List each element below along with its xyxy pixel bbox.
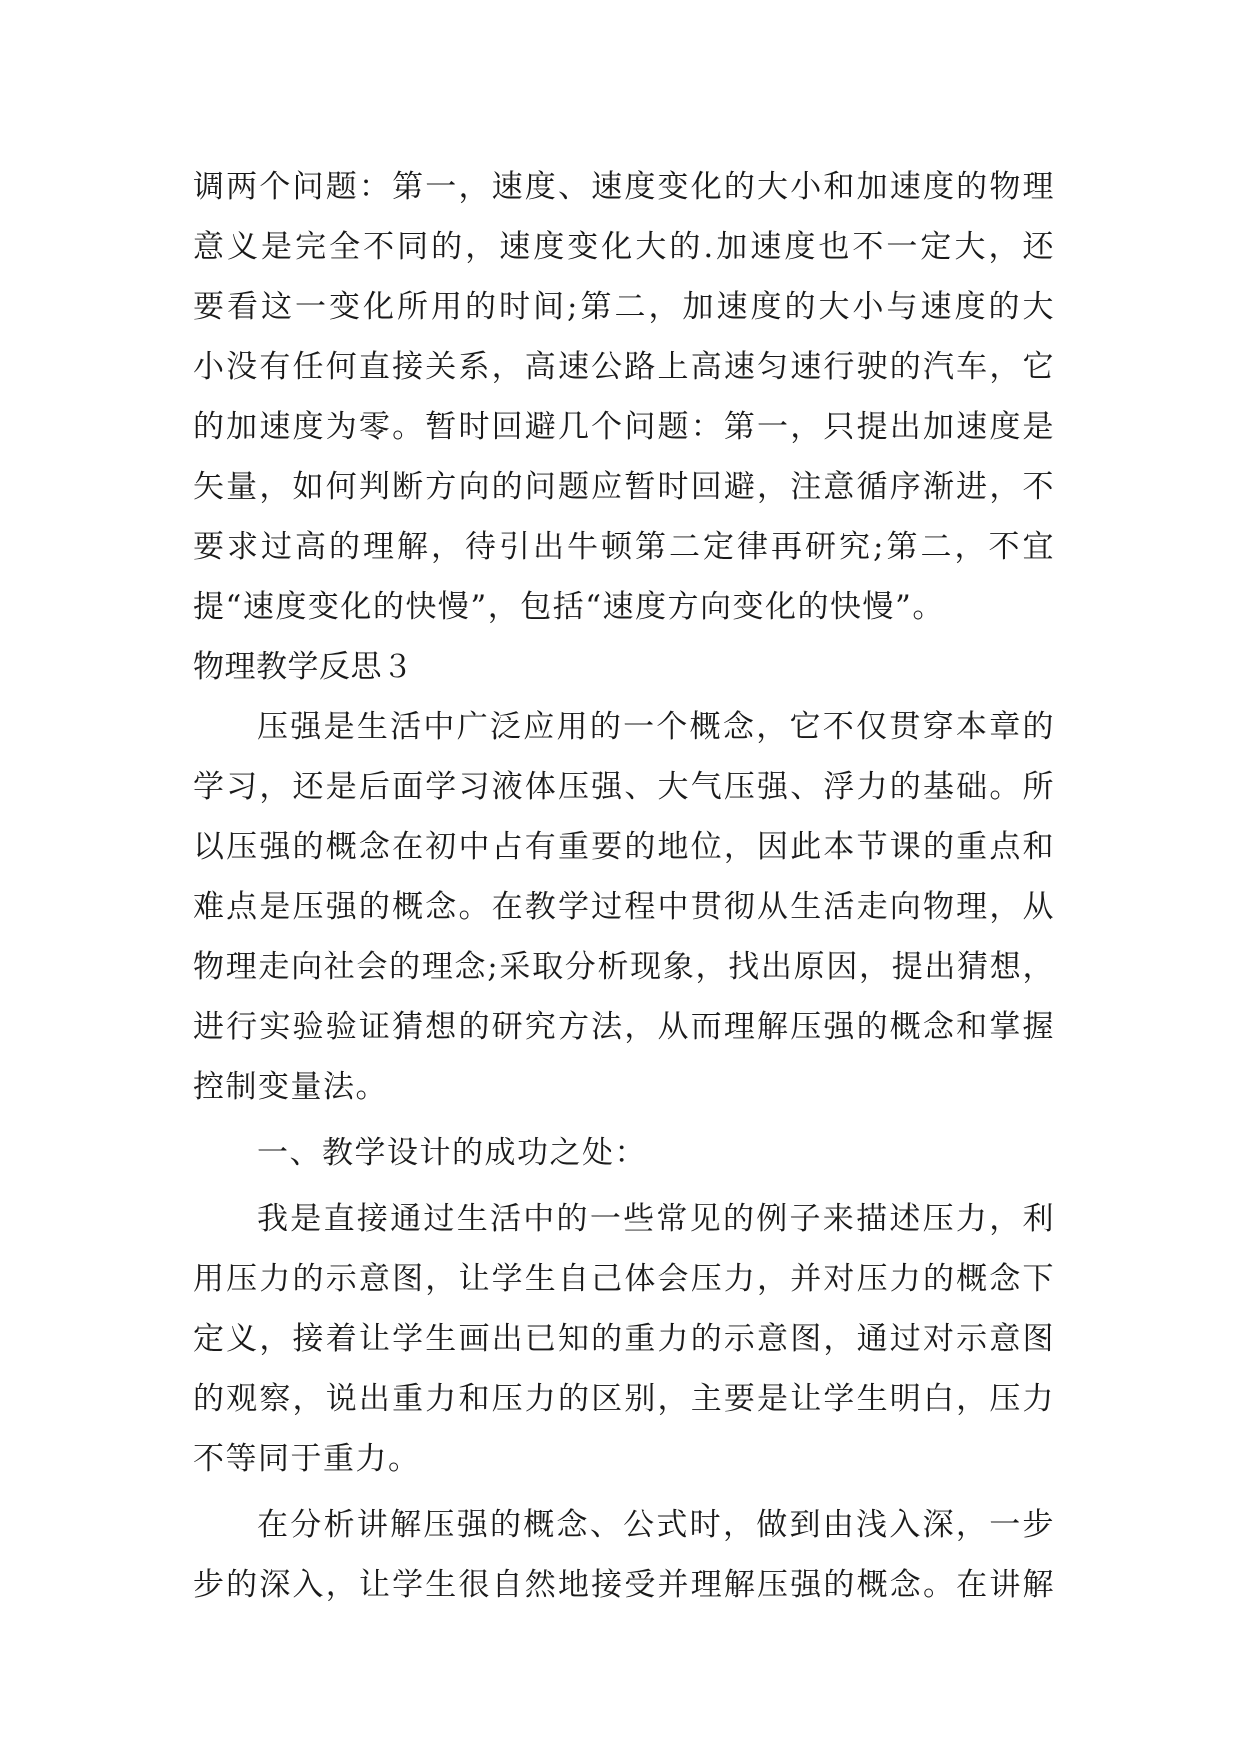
subsection-heading: 一、教学设计的成功之处： bbox=[257, 1135, 647, 1171]
paragraph-pressure-force bbox=[193, 1189, 1055, 1489]
text-line: 小没有任何直接关系，高速公路上高速匀速行驶的汽车，它 bbox=[193, 349, 1055, 385]
text-line: 定义，接着让学生画出已知的重力的示意图，通过对示意图 bbox=[193, 1321, 1055, 1357]
text-line: 控制变量法。 bbox=[193, 1069, 388, 1105]
text-line: 提“速度变化的快慢”，包括“速度方向变化的快慢”。 bbox=[193, 589, 945, 625]
text-line: 不等同于重力。 bbox=[193, 1441, 421, 1477]
paragraph-pressure-formula bbox=[193, 1495, 1055, 1615]
text-line: 要看这一变化所用的时间;第二，加速度的大小与速度的大 bbox=[193, 289, 1055, 325]
text-line: 要求过高的理解，待引出牛顿第二定律再研究;第二，不宜 bbox=[193, 529, 1055, 565]
text-line: 矢量，如何判断方向的问题应暂时回避，注意循序渐进，不 bbox=[193, 469, 1055, 505]
document-page bbox=[193, 157, 1055, 1615]
text-line: 在分析讲解压强的概念、公式时，做到由浅入深，一步 bbox=[257, 1507, 1055, 1543]
text-line: 的观察，说出重力和压力的区别，主要是让学生明白，压力 bbox=[193, 1381, 1055, 1417]
text-line: 难点是压强的概念。在教学过程中贯彻从生活走向物理，从 bbox=[193, 889, 1055, 925]
text-line: 进行实验验证猜想的研究方法，从而理解压强的概念和掌握 bbox=[193, 1009, 1055, 1045]
text-line: 压强是生活中广泛应用的一个概念，它不仅贯穿本章的 bbox=[257, 709, 1055, 745]
text-line: 用压力的示意图，让学生自己体会压力，并对压力的概念下 bbox=[193, 1261, 1055, 1297]
paragraph-acceleration bbox=[193, 157, 1055, 637]
text-line: 我是直接通过生活中的一些常见的例子来描述压力，利 bbox=[257, 1201, 1055, 1237]
text-line: 物理走向社会的理念;采取分析现象，找出原因，提出猜想， bbox=[193, 949, 1055, 985]
text-line: 意义是完全不同的，速度变化大的.加速度也不一定大，还 bbox=[193, 229, 1055, 265]
text-line: 调两个问题：第一，速度、速度变化的大小和加速度的物理 bbox=[193, 169, 1055, 205]
text-line: 以压强的概念在初中占有重要的地位，因此本节课的重点和 bbox=[193, 829, 1055, 865]
section-heading: 物理教学反思３ bbox=[193, 649, 414, 685]
text-line: 的加速度为零。暂时回避几个问题：第一，只提出加速度是 bbox=[193, 409, 1055, 445]
text-line: 学习，还是后面学习液体压强、大气压强、浮力的基础。所 bbox=[193, 769, 1055, 805]
text-line: 步的深入，让学生很自然地接受并理解压强的概念。在讲解 bbox=[193, 1567, 1055, 1603]
paragraph-pressure-intro bbox=[193, 697, 1055, 1117]
